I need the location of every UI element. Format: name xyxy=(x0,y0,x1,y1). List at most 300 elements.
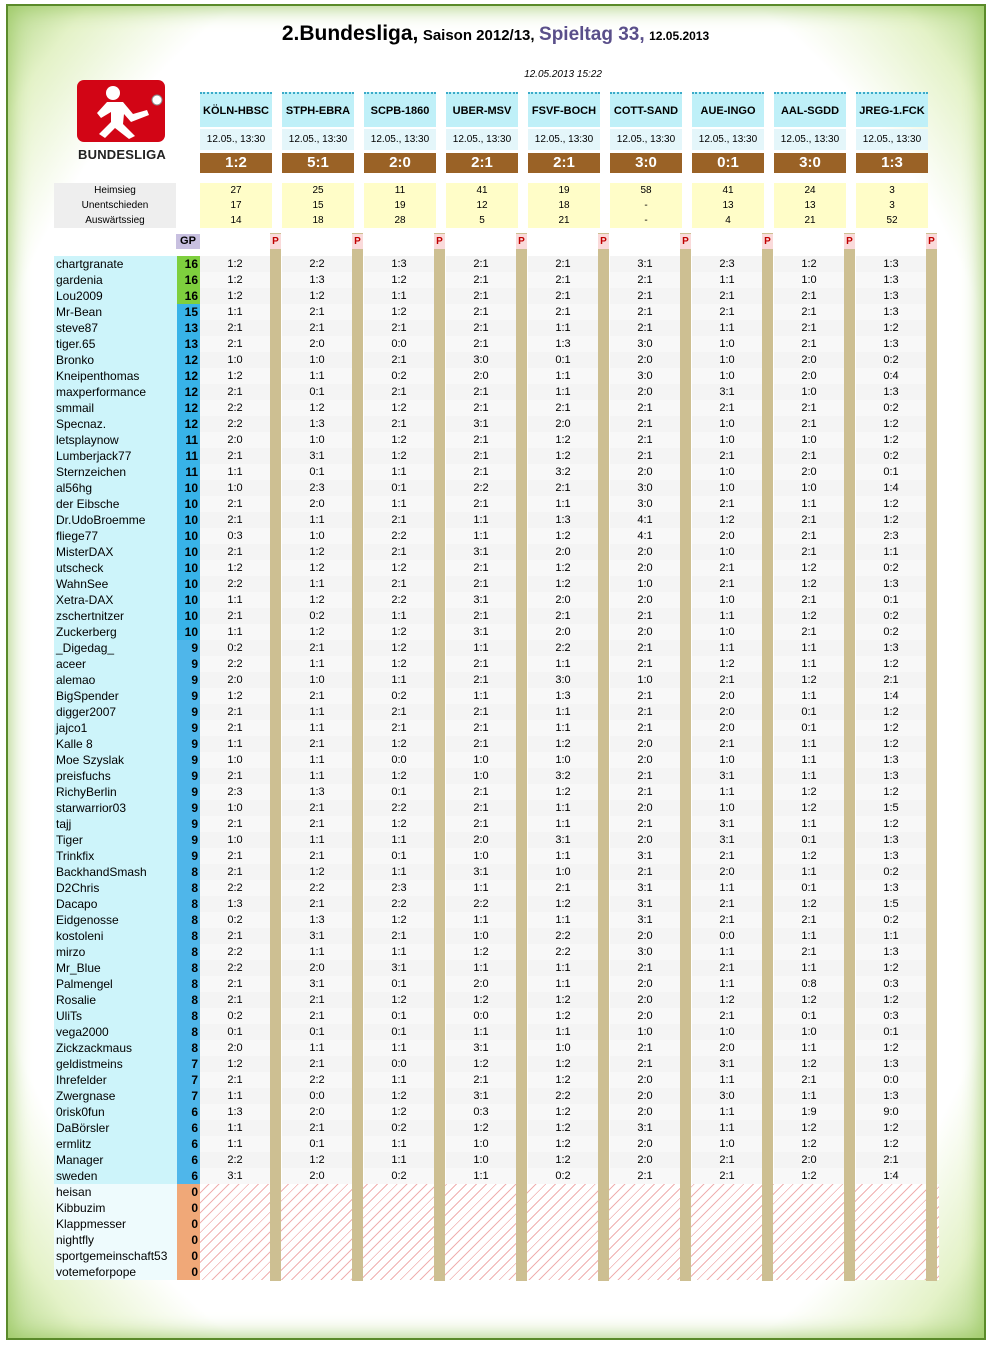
tip-cell: 2:0 xyxy=(610,992,680,1008)
away-win-count: 28 xyxy=(364,213,436,228)
tip-cell: 3:0 xyxy=(610,368,680,384)
match-teams: AUE-INGO xyxy=(692,92,764,127)
tip-cell: 1:2 xyxy=(446,1056,516,1072)
player-total-points: 0 xyxy=(177,1184,200,1200)
tip-cell: 1:1 xyxy=(282,576,352,592)
player-total-points: 7 xyxy=(177,1056,200,1072)
match-time: 12.05., 13:30 xyxy=(610,129,682,150)
table-row xyxy=(0,880,991,896)
tip-cell: 2:0 xyxy=(610,1008,680,1024)
tip-cell: 2:1 xyxy=(856,1152,926,1168)
tip-cell: 1:2 xyxy=(774,608,844,624)
player-total-points: 9 xyxy=(177,720,200,736)
tip-cell: 1:3 xyxy=(856,336,926,352)
player-total-points: 16 xyxy=(177,256,200,272)
player-total-points: 10 xyxy=(177,528,200,544)
tip-cell: 2:1 xyxy=(282,688,352,704)
tip-cell: 1:2 xyxy=(692,656,762,672)
tip-cell: 1:1 xyxy=(774,496,844,512)
tip-cell: 0:2 xyxy=(364,1168,434,1184)
tip-cell: 1:1 xyxy=(528,816,598,832)
player-total-points: 12 xyxy=(177,400,200,416)
player-name: Lumberjack77 xyxy=(54,448,177,464)
label-away-win: Auswärtssieg xyxy=(54,213,176,228)
player-total-points: 8 xyxy=(177,1040,200,1056)
tip-cell: 1:0 xyxy=(282,432,352,448)
tip-cell: 1:4 xyxy=(856,1168,926,1184)
tip-cell: 1:2 xyxy=(856,432,926,448)
tip-cell: 1:2 xyxy=(200,560,270,576)
player-name: Dacapo xyxy=(54,896,177,912)
tip-cell: 1:2 xyxy=(200,256,270,272)
home-win-count: 25 xyxy=(282,183,354,198)
tip-cell: 1:1 xyxy=(528,704,598,720)
match-result: 2:1 xyxy=(528,153,600,173)
player-name: BigSpender xyxy=(54,688,177,704)
tip-cell: 2:1 xyxy=(446,672,516,688)
tip-cell: 1:1 xyxy=(528,1024,598,1040)
tip-cell: 1:2 xyxy=(774,896,844,912)
match-teams: SCPB-1860 xyxy=(364,92,436,127)
table-row xyxy=(0,560,991,576)
tip-cell: 1:2 xyxy=(856,704,926,720)
player-name: digger2007 xyxy=(54,704,177,720)
table-row xyxy=(0,496,991,512)
tip-cell: 1:1 xyxy=(282,752,352,768)
tip-cell: 1:2 xyxy=(528,1072,598,1088)
tip-cell: 2:1 xyxy=(282,1120,352,1136)
tip-cell: 2:2 xyxy=(200,960,270,976)
tip-cell: 1:0 xyxy=(282,352,352,368)
tip-cell: 2:1 xyxy=(610,784,680,800)
tip-cell: 2:1 xyxy=(446,656,516,672)
tip-cell: 0:1 xyxy=(774,1008,844,1024)
tip-cell: 0:2 xyxy=(200,640,270,656)
tip-cell: 2:2 xyxy=(200,576,270,592)
tip-cell: 2:1 xyxy=(200,992,270,1008)
tip-cell: 1:2 xyxy=(364,272,434,288)
tip-cell: 1:1 xyxy=(200,624,270,640)
tip-cell: 1:1 xyxy=(446,528,516,544)
tip-cell: 1:2 xyxy=(528,448,598,464)
match-teams: KÖLN-HBSC xyxy=(200,92,272,127)
tip-cell: 1:2 xyxy=(364,768,434,784)
tip-cell: 1:1 xyxy=(692,320,762,336)
tip-cell: 2:1 xyxy=(200,384,270,400)
tip-cell: 1:3 xyxy=(528,336,598,352)
tip-cell: 1:1 xyxy=(528,960,598,976)
tip-cell: 0:1 xyxy=(364,976,434,992)
player-total-points: 16 xyxy=(177,272,200,288)
tip-cell: 2:3 xyxy=(364,880,434,896)
player-total-points: 9 xyxy=(177,752,200,768)
tip-cell: 2:1 xyxy=(200,848,270,864)
away-win-count: 52 xyxy=(856,213,928,228)
tip-cell: 1:2 xyxy=(856,816,926,832)
tip-cell: 1:2 xyxy=(364,448,434,464)
gp-column-header: GP xyxy=(176,234,200,249)
tip-cell: 1:1 xyxy=(446,960,516,976)
tip-cell: 2:1 xyxy=(200,864,270,880)
tip-cell: 4:1 xyxy=(610,528,680,544)
tip-cell: 2:1 xyxy=(692,288,762,304)
tip-cell: 9:0 xyxy=(856,1104,926,1120)
table-row xyxy=(0,784,991,800)
tip-cell: 1:2 xyxy=(774,256,844,272)
table-row xyxy=(0,416,991,432)
player-total-points: 12 xyxy=(177,368,200,384)
tip-cell: 1:1 xyxy=(774,768,844,784)
table-row xyxy=(0,1168,991,1184)
table-row xyxy=(0,848,991,864)
tip-cell: 1:2 xyxy=(774,848,844,864)
tip-cell: 2:0 xyxy=(692,864,762,880)
tip-cell: 1:3 xyxy=(856,304,926,320)
tip-cell: 2:1 xyxy=(610,864,680,880)
tip-cell: 2:0 xyxy=(692,688,762,704)
tip-cell: 1:1 xyxy=(200,1136,270,1152)
tip-cell: 3:1 xyxy=(610,1120,680,1136)
tip-cell: 2:1 xyxy=(774,544,844,560)
tip-cell: 2:1 xyxy=(774,400,844,416)
player-name: geldistmeins xyxy=(54,1056,177,1072)
table-row xyxy=(0,1152,991,1168)
tip-cell: 2:1 xyxy=(692,1008,762,1024)
tip-cell: 1:1 xyxy=(774,640,844,656)
tip-cell: 3:0 xyxy=(610,336,680,352)
tip-cell: 1:1 xyxy=(774,816,844,832)
tip-cell: 1:0 xyxy=(446,1152,516,1168)
draw-count: 18 xyxy=(528,198,600,213)
match-time: 12.05., 13:30 xyxy=(364,129,436,150)
player-name: Zwergnase xyxy=(54,1088,177,1104)
tip-cell: 1:3 xyxy=(856,832,926,848)
table-row xyxy=(0,992,991,1008)
tip-cell: 2:1 xyxy=(610,704,680,720)
tip-cell: 1:1 xyxy=(364,944,434,960)
title-matchday: Spieltag 33, xyxy=(539,24,645,45)
tip-cell: 1:1 xyxy=(364,1136,434,1152)
tip-cell: 0:1 xyxy=(364,1024,434,1040)
tip-cell: 2:1 xyxy=(364,320,434,336)
tip-cell: 2:1 xyxy=(610,656,680,672)
table-row xyxy=(0,832,991,848)
player-total-points: 6 xyxy=(177,1152,200,1168)
tip-cell: 1:1 xyxy=(774,928,844,944)
tip-cell: 2:0 xyxy=(200,432,270,448)
table-row xyxy=(0,1088,991,1104)
tip-cell: 1:0 xyxy=(692,368,762,384)
tip-cell: 1:1 xyxy=(528,368,598,384)
player-total-points: 10 xyxy=(177,576,200,592)
tip-cell: 2:1 xyxy=(692,496,762,512)
tip-cell: 2:0 xyxy=(282,1168,352,1184)
tip-cell: 2:0 xyxy=(610,1072,680,1088)
tip-cell: 2:1 xyxy=(610,304,680,320)
tip-cell: 1:1 xyxy=(282,368,352,384)
tip-cell: 2:1 xyxy=(774,1072,844,1088)
tip-cell: 2:0 xyxy=(610,1104,680,1120)
tip-cell: 2:2 xyxy=(282,256,352,272)
tip-cell: 1:3 xyxy=(282,912,352,928)
tip-cell: 2:1 xyxy=(610,1040,680,1056)
tip-cell: 1:3 xyxy=(200,1104,270,1120)
tip-cell: 1:0 xyxy=(528,1040,598,1056)
player-name: Kneipenthomas xyxy=(54,368,177,384)
title-league: 2.Bundesliga, xyxy=(281,22,419,45)
tip-cell: 1:1 xyxy=(692,944,762,960)
away-win-count: 4 xyxy=(692,213,764,228)
tip-cell: 1:2 xyxy=(528,1056,598,1072)
away-win-count: 18 xyxy=(282,213,354,228)
player-name: _Digedag_ xyxy=(54,640,177,656)
tip-cell: 2:0 xyxy=(200,1040,270,1056)
player-name: 0risk0fun xyxy=(54,1104,177,1120)
tip-cell: 2:0 xyxy=(692,704,762,720)
player-name: jajco1 xyxy=(54,720,177,736)
player-name: Zuckerberg xyxy=(54,624,177,640)
tip-cell: 3:1 xyxy=(692,384,762,400)
table-row xyxy=(0,736,991,752)
table-row xyxy=(0,352,991,368)
tip-cell: 2:0 xyxy=(610,800,680,816)
tip-cell: 2:1 xyxy=(610,640,680,656)
tip-cell: 1:0 xyxy=(282,528,352,544)
points-column-header: P xyxy=(598,234,609,249)
tip-cell: 2:0 xyxy=(610,352,680,368)
player-name: Kibbuzim xyxy=(54,1200,177,1216)
tip-cell: 2:1 xyxy=(200,512,270,528)
tip-cell: 1:2 xyxy=(528,992,598,1008)
tip-cell: 0:0 xyxy=(364,336,434,352)
player-name: Specnaz. xyxy=(54,416,177,432)
tip-cell: 2:1 xyxy=(528,480,598,496)
player-name: votemeforpope xyxy=(54,1264,177,1280)
tip-cell: 0:4 xyxy=(856,368,926,384)
tip-cell: 1:3 xyxy=(856,768,926,784)
tip-cell: 1:1 xyxy=(364,1072,434,1088)
table-row xyxy=(0,640,991,656)
tip-cell: 1:2 xyxy=(692,992,762,1008)
tip-cell: 1:1 xyxy=(364,672,434,688)
tip-cell: 1:2 xyxy=(774,576,844,592)
tip-cell: 2:0 xyxy=(610,832,680,848)
tip-cell: 0:0 xyxy=(692,928,762,944)
tip-cell: 2:1 xyxy=(364,384,434,400)
tip-cell: 1:2 xyxy=(528,1008,598,1024)
tip-cell: 1:2 xyxy=(774,1136,844,1152)
tip-cell: 2:1 xyxy=(446,576,516,592)
tip-cell: 2:1 xyxy=(610,320,680,336)
player-name: gardenia xyxy=(54,272,177,288)
tip-cell: 1:1 xyxy=(282,1040,352,1056)
tip-cell: 3:1 xyxy=(446,864,516,880)
tip-cell: 2:1 xyxy=(200,704,270,720)
tip-cell: 1:2 xyxy=(364,304,434,320)
tip-cell: 2:0 xyxy=(610,1136,680,1152)
tip-cell: 2:1 xyxy=(610,720,680,736)
tip-cell: 1:2 xyxy=(856,960,926,976)
draw-count: - xyxy=(610,198,682,213)
tip-cell: 1:1 xyxy=(528,720,598,736)
tip-cell: 0:1 xyxy=(364,1008,434,1024)
tip-cell: 1:0 xyxy=(610,1024,680,1040)
tip-cell: 1:2 xyxy=(528,432,598,448)
tip-cell: 1:5 xyxy=(856,800,926,816)
tip-cell: 1:0 xyxy=(200,800,270,816)
tip-cell: 3:1 xyxy=(446,416,516,432)
match-time: 12.05., 13:30 xyxy=(774,129,846,150)
tip-cell: 1:2 xyxy=(774,1120,844,1136)
player-total-points: 0 xyxy=(177,1248,200,1264)
tip-cell: 1:0 xyxy=(692,1136,762,1152)
tip-cell: 1:2 xyxy=(200,368,270,384)
tip-cell: 3:1 xyxy=(446,544,516,560)
tip-cell: 0:2 xyxy=(856,864,926,880)
player-name: UliTs xyxy=(54,1008,177,1024)
tip-cell: 2:1 xyxy=(774,528,844,544)
tip-cell: 1:9 xyxy=(774,1104,844,1120)
tip-cell: 1:2 xyxy=(856,320,926,336)
away-win-count: 21 xyxy=(774,213,846,228)
tip-cell: 1:1 xyxy=(364,1152,434,1168)
tip-cell: 1:1 xyxy=(856,928,926,944)
tip-cell: 1:1 xyxy=(282,512,352,528)
tip-cell: 2:1 xyxy=(692,736,762,752)
tip-cell: 1:1 xyxy=(282,720,352,736)
tip-cell: 2:2 xyxy=(364,896,434,912)
table-row xyxy=(0,1040,991,1056)
tip-cell: 0:2 xyxy=(200,1008,270,1024)
tip-cell: 3:0 xyxy=(446,352,516,368)
tip-cell: 3:0 xyxy=(610,480,680,496)
tip-cell: 1:3 xyxy=(856,256,926,272)
tip-cell: 1:3 xyxy=(282,416,352,432)
tip-cell: 2:1 xyxy=(774,304,844,320)
table-row xyxy=(0,816,991,832)
tip-cell: 1:1 xyxy=(528,976,598,992)
tip-cell: 0:3 xyxy=(856,976,926,992)
tip-cell: 2:0 xyxy=(282,1104,352,1120)
tip-cell: 1:1 xyxy=(528,800,598,816)
player-name: RichyBerlin xyxy=(54,784,177,800)
match-header xyxy=(856,92,928,270)
player-name: Sternzeichen xyxy=(54,464,177,480)
tip-cell: 3:0 xyxy=(610,496,680,512)
tip-cell: 2:1 xyxy=(446,800,516,816)
tip-cell: 3:1 xyxy=(692,816,762,832)
tip-cell: 1:4 xyxy=(856,688,926,704)
tip-cell: 3:1 xyxy=(282,928,352,944)
player-total-points: 8 xyxy=(177,1024,200,1040)
match-time: 12.05., 13:30 xyxy=(856,129,928,150)
tip-cell: 1:2 xyxy=(856,720,926,736)
player-total-points: 9 xyxy=(177,704,200,720)
tip-cell: 1:1 xyxy=(364,1040,434,1056)
tip-cell: 1:3 xyxy=(528,512,598,528)
tip-cell: 2:1 xyxy=(200,816,270,832)
table-row xyxy=(0,1008,991,1024)
tip-cell: 0:1 xyxy=(364,848,434,864)
player-total-points: 6 xyxy=(177,1104,200,1120)
player-name: sportgemeinschaft53 xyxy=(54,1248,177,1264)
tip-cell: 1:3 xyxy=(856,944,926,960)
tip-cell: 0:1 xyxy=(282,1024,352,1040)
tip-cell: 0:2 xyxy=(364,368,434,384)
tip-cell: 2:0 xyxy=(282,336,352,352)
tip-cell: 2:1 xyxy=(282,736,352,752)
player-total-points: 11 xyxy=(177,448,200,464)
player-total-points: 13 xyxy=(177,320,200,336)
tip-cell: 2:1 xyxy=(774,320,844,336)
player-name: aceer xyxy=(54,656,177,672)
match-header xyxy=(528,92,600,270)
tip-cell: 1:1 xyxy=(692,640,762,656)
draw-count: 17 xyxy=(200,198,272,213)
player-total-points: 8 xyxy=(177,896,200,912)
tip-cell: 2:0 xyxy=(774,464,844,480)
match-teams: UBER-MSV xyxy=(446,92,518,127)
draw-count: 12 xyxy=(446,198,518,213)
tip-cell: 2:1 xyxy=(856,672,926,688)
tip-cell: 0:1 xyxy=(282,464,352,480)
draw-count: 19 xyxy=(364,198,436,213)
player-name: Mr-Bean xyxy=(54,304,177,320)
tip-cell: 3:1 xyxy=(446,592,516,608)
tip-cell: 2:2 xyxy=(528,640,598,656)
tip-cell: 2:2 xyxy=(528,928,598,944)
player-name: Mr_Blue xyxy=(54,960,177,976)
match-result: 1:3 xyxy=(856,153,928,173)
tip-cell: 2:1 xyxy=(774,592,844,608)
points-column-header: P xyxy=(844,234,855,249)
tip-cell: 1:2 xyxy=(282,544,352,560)
points-column xyxy=(598,233,609,1281)
player-total-points: 8 xyxy=(177,864,200,880)
tip-cell: 2:1 xyxy=(774,336,844,352)
player-name: chartgranate xyxy=(54,256,177,272)
tip-cell: 2:2 xyxy=(200,880,270,896)
tip-cell: 2:1 xyxy=(774,912,844,928)
home-win-count: 19 xyxy=(528,183,600,198)
player-total-points: 10 xyxy=(177,544,200,560)
tip-cell: 1:2 xyxy=(528,1136,598,1152)
tip-cell: 1:2 xyxy=(856,784,926,800)
tip-cell: 2:1 xyxy=(446,384,516,400)
table-row xyxy=(0,912,991,928)
tip-cell: 2:0 xyxy=(200,672,270,688)
match-header xyxy=(610,92,682,270)
tip-cell: 3:0 xyxy=(692,1088,762,1104)
tip-cell: 2:0 xyxy=(610,976,680,992)
tip-cell: 2:0 xyxy=(528,592,598,608)
tip-cell: 1:3 xyxy=(856,384,926,400)
tip-cell: 1:2 xyxy=(528,736,598,752)
tip-cell: 1:1 xyxy=(528,656,598,672)
player-total-points: 0 xyxy=(177,1216,200,1232)
tip-cell: 1:1 xyxy=(446,1168,516,1184)
tip-cell: 1:3 xyxy=(856,1056,926,1072)
tip-cell: 1:2 xyxy=(446,944,516,960)
tip-cell: 1:0 xyxy=(282,672,352,688)
table-row xyxy=(0,368,991,384)
player-name: fliege77 xyxy=(54,528,177,544)
tip-cell: 1:2 xyxy=(200,272,270,288)
tip-cell: 2:1 xyxy=(200,608,270,624)
tip-cell: 1:2 xyxy=(364,432,434,448)
player-total-points: 8 xyxy=(177,960,200,976)
player-name: kostoleni xyxy=(54,928,177,944)
